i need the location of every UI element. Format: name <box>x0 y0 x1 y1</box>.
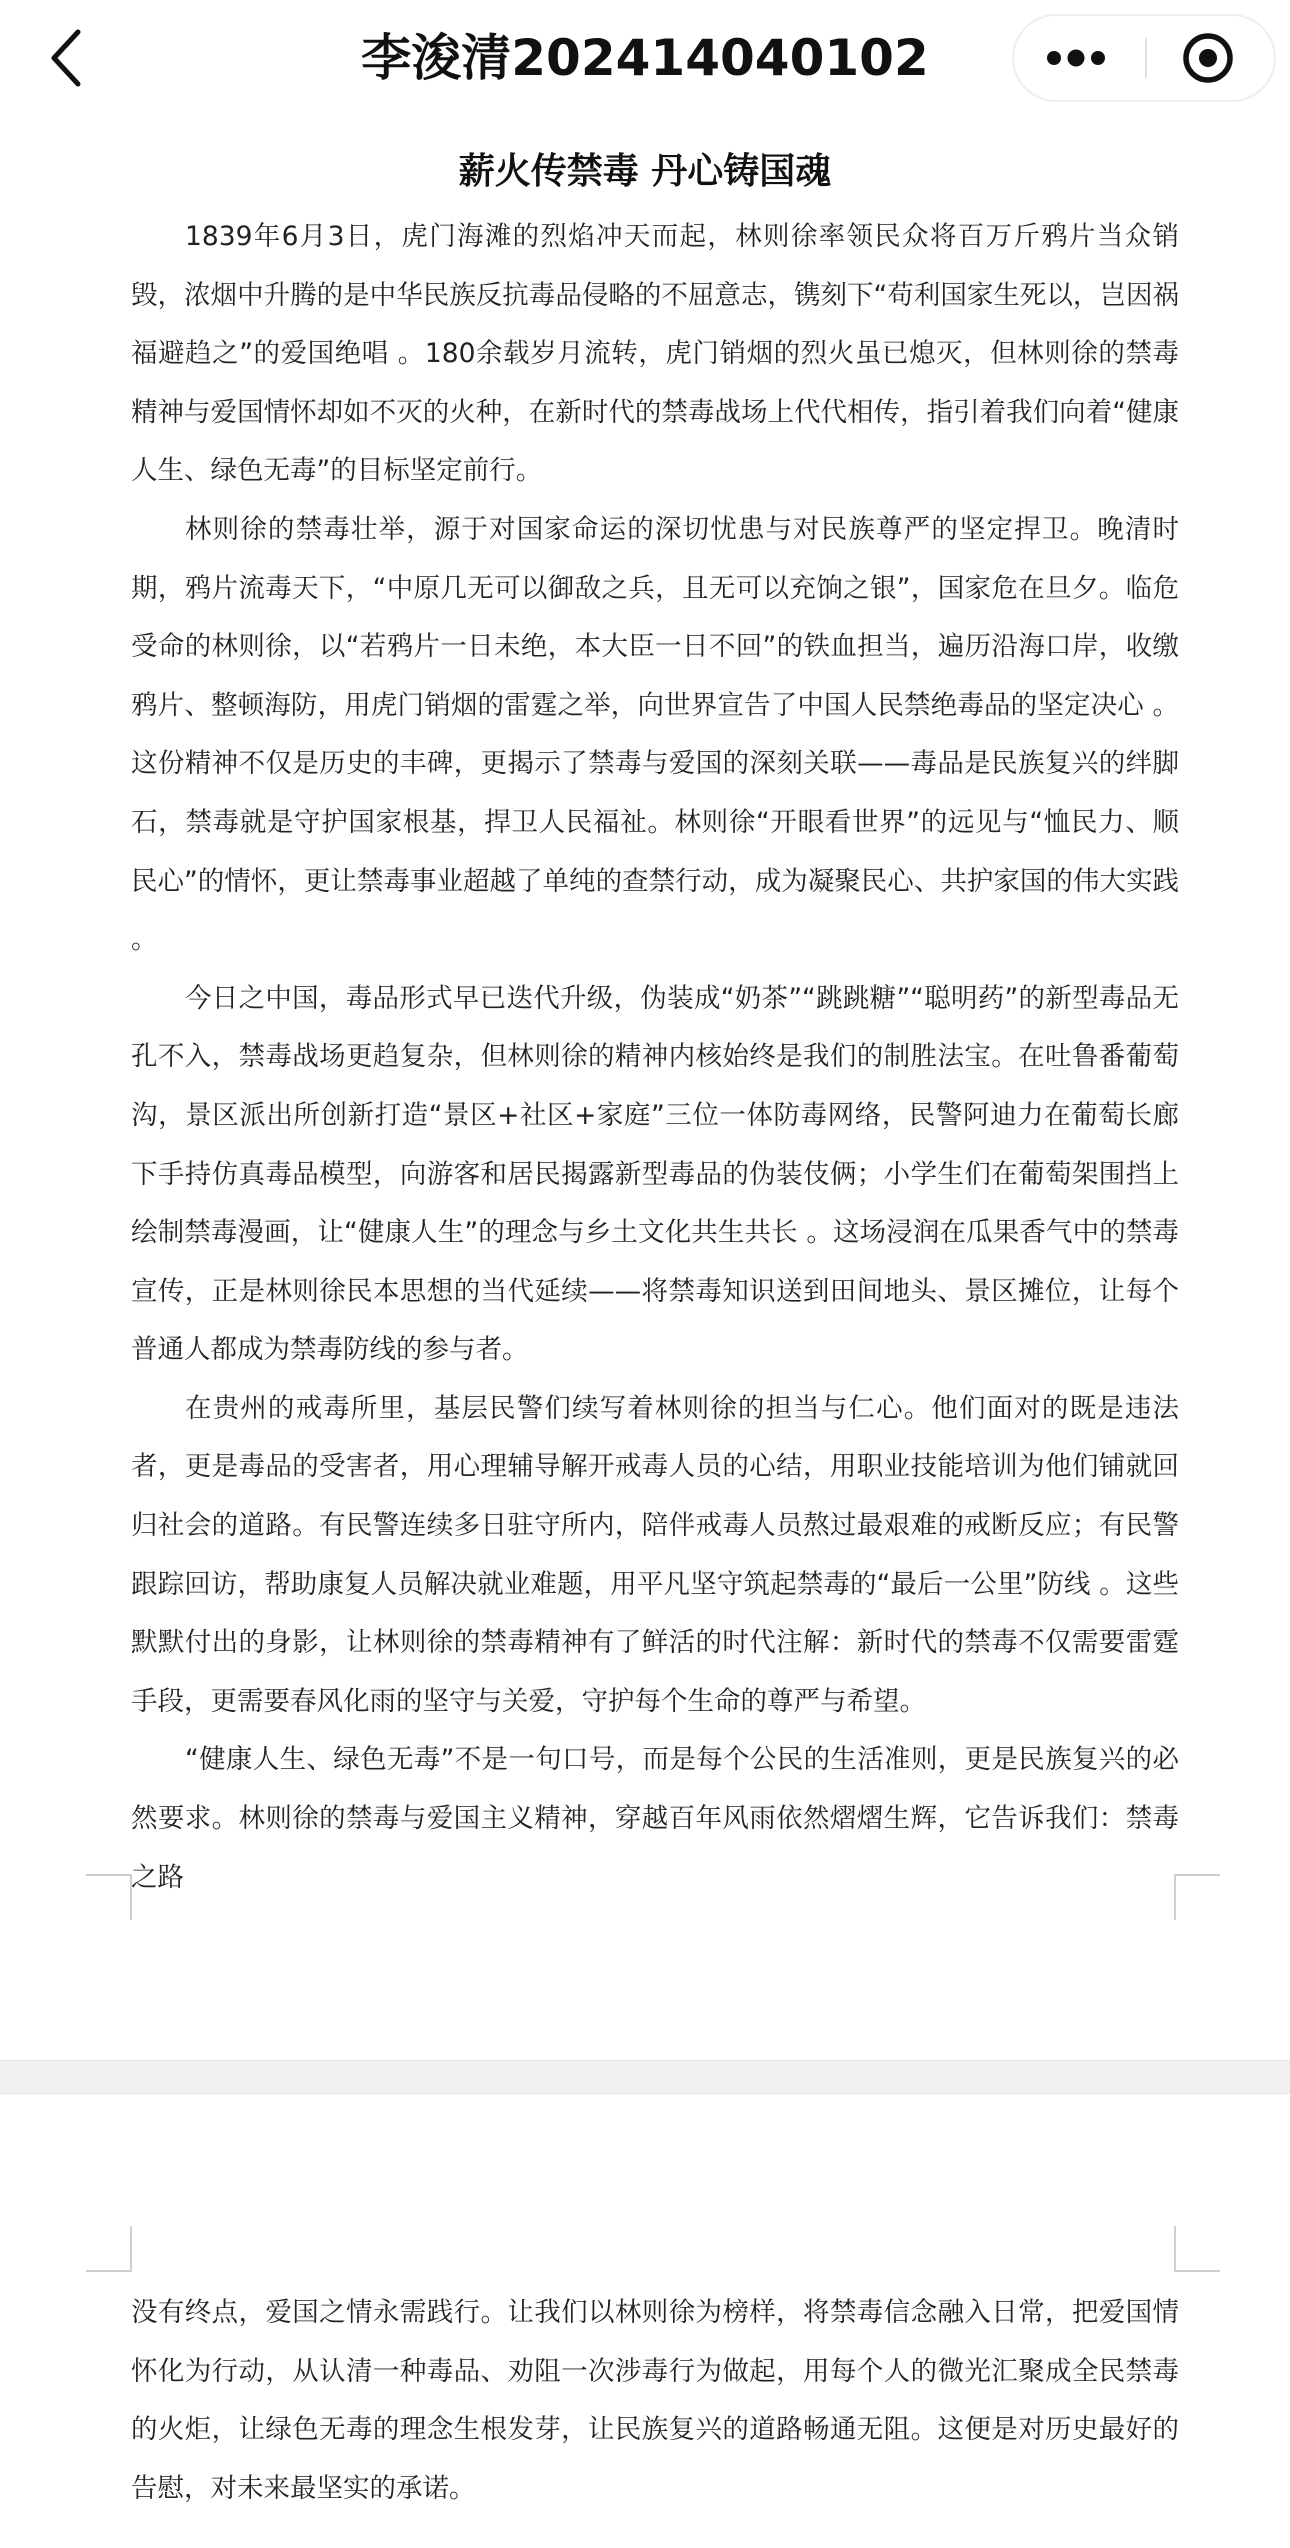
document-body <box>131 2284 1179 2518</box>
more-dots-icon <box>1014 16 1144 100</box>
paragraph: 在贵州的戒毒所里，基层民警们续写着林则徐的担当与仁心。他们面对的既是违法者，更是毒品的受害者，用心理辅导解开戒毒人员的心结，用职业技能培训为他们铺就回归社会的道路。有民警连续多日驻守所内，陪伴戒毒人员熬过最艰难的戒断反应；有民警跟踪回访，帮助康复人员解决就业难题，用平凡坚守筑起禁毒的“最后一公里”防线 。这些默默付出的身影，让林则徐的禁毒精神有了鲜活的时代注解：新时代的禁毒不仅需要雷霆手段，更需要春风化雨的坚守与关爱，守护每个生命的尊严与希望。 <box>131 1392 1179 1717</box>
paragraph: 林则徐的禁毒壮举，源于对国家命运的深切忧患与对民族尊严的坚定捍卫。晚清时期，鸦片流毒天下，“中原几无可以御敌之兵，且无可以充饷之银”，国家危在旦夕。临危受命的林则徐，以“若鸦片一日未绝，本大臣一日不回”的铁血担当，遍历沿海口岸，收缴鸦片、整顿海防，用虎门销烟的雷霆之举，向世界宣告了中国人民禁绝毒品的坚定决心 。这份精神不仅是历史的丰碑，更揭示了禁毒与爱国的深刻关联——毒品是民族复兴的绊脚石，禁毒就是守护国家根基，捍卫人民福祉。林则徐“开眼看世界”的远见与“恤民力、顺民心”的情怀，更让禁毒事业超越了单纯的查禁行动，成为凝聚民心、共护家国的伟大实践 。 <box>131 513 1179 956</box>
page-corner-mark <box>1174 2226 1220 2272</box>
chevron-left-icon <box>42 22 90 94</box>
target-circle-icon <box>1148 16 1274 100</box>
more-button[interactable] <box>1014 16 1144 100</box>
paragraph: 今日之中国，毒品形式早已迭代升级，伪装成“奶茶”“跳跳糖”“聪明药”的新型毒品无孔不入，禁毒战场更趋复杂，但林则徐的精神内核始终是我们的制胜法宝。在吐鲁番葡萄沟，景区派出所创新打造“景区+社区+家庭”三位一体防毒网络，民警阿迪力在葡萄长廊下手持仿真毒品模型，向游客和居民揭露新型毒品的伪装伎俩；小学生们在葡萄架围挡上绘制禁毒漫画，让“健康人生”的理念与乡土文化共生共长 。这场浸润在瓜果香气中的禁毒宣传，正是林则徐民本思想的当代延续——将禁毒知识送到田间地头、景区摊位，让每个普通人都成为禁毒防线的参与者。 <box>131 982 1179 1366</box>
close-button[interactable] <box>1148 16 1274 100</box>
page-title: 李浚清202414040102 <box>361 29 929 87</box>
document-page <box>0 120 1290 2060</box>
paragraph: 1839年6月3日，虎门海滩的烈焰冲天而起，林则徐率领民众将百万斤鸦片当众销毁，浓烟中升腾的是中华民族反抗毒品侵略的不屈意志，镌刻下“苟利国家生死以，岂因祸福避趋之”的爱国绝唱 。180余载岁月流转，虎门销烟的烈火虽已熄灭，但林则徐的禁毒精神与爱国情怀却如不灭的火种，在新时代的禁毒战场上代代相传，指引着我们向着“健康人生、绿色无毒”的目标坚定前行。 <box>131 221 1179 487</box>
page-corner-mark <box>1174 1874 1220 1920</box>
document-title: 薪火传禁毒 丹心铸国魂 <box>458 151 832 192</box>
page-corner-mark <box>86 1874 132 1920</box>
paragraph: “健康人生、绿色无毒”不是一句口号，而是每个公民的生活准则，更是民族复兴的必然要求。林则徐的禁毒与爱国主义精神，穿越百年风雨依然熠熠生辉，它告诉我们：禁毒之路 <box>131 1744 1179 1893</box>
page-separator <box>0 2060 1290 2094</box>
page-corner-mark <box>86 2226 132 2272</box>
document-page <box>0 2094 1290 2548</box>
mini-program-capsule <box>1012 14 1276 102</box>
capsule-divider <box>1145 38 1147 78</box>
paragraph-continuation: 没有终点，爱国之情永需践行。让我们以林则徐为榜样，将禁毒信念融入日常，把爱国情怀化为行动，从认清一种毒品、劝阻一次涉毒行为做起，用每个人的微光汇聚成全民禁毒的火炬，让绿色无毒的理念生根发芽，让民族复兴的道路畅通无阻。这便是对历史最好的告慰，对未来最坚实的承诺。 <box>131 2297 1179 2504</box>
top-navigation-bar <box>0 0 1290 120</box>
document-body <box>131 208 1179 1907</box>
back-button[interactable] <box>42 22 90 94</box>
